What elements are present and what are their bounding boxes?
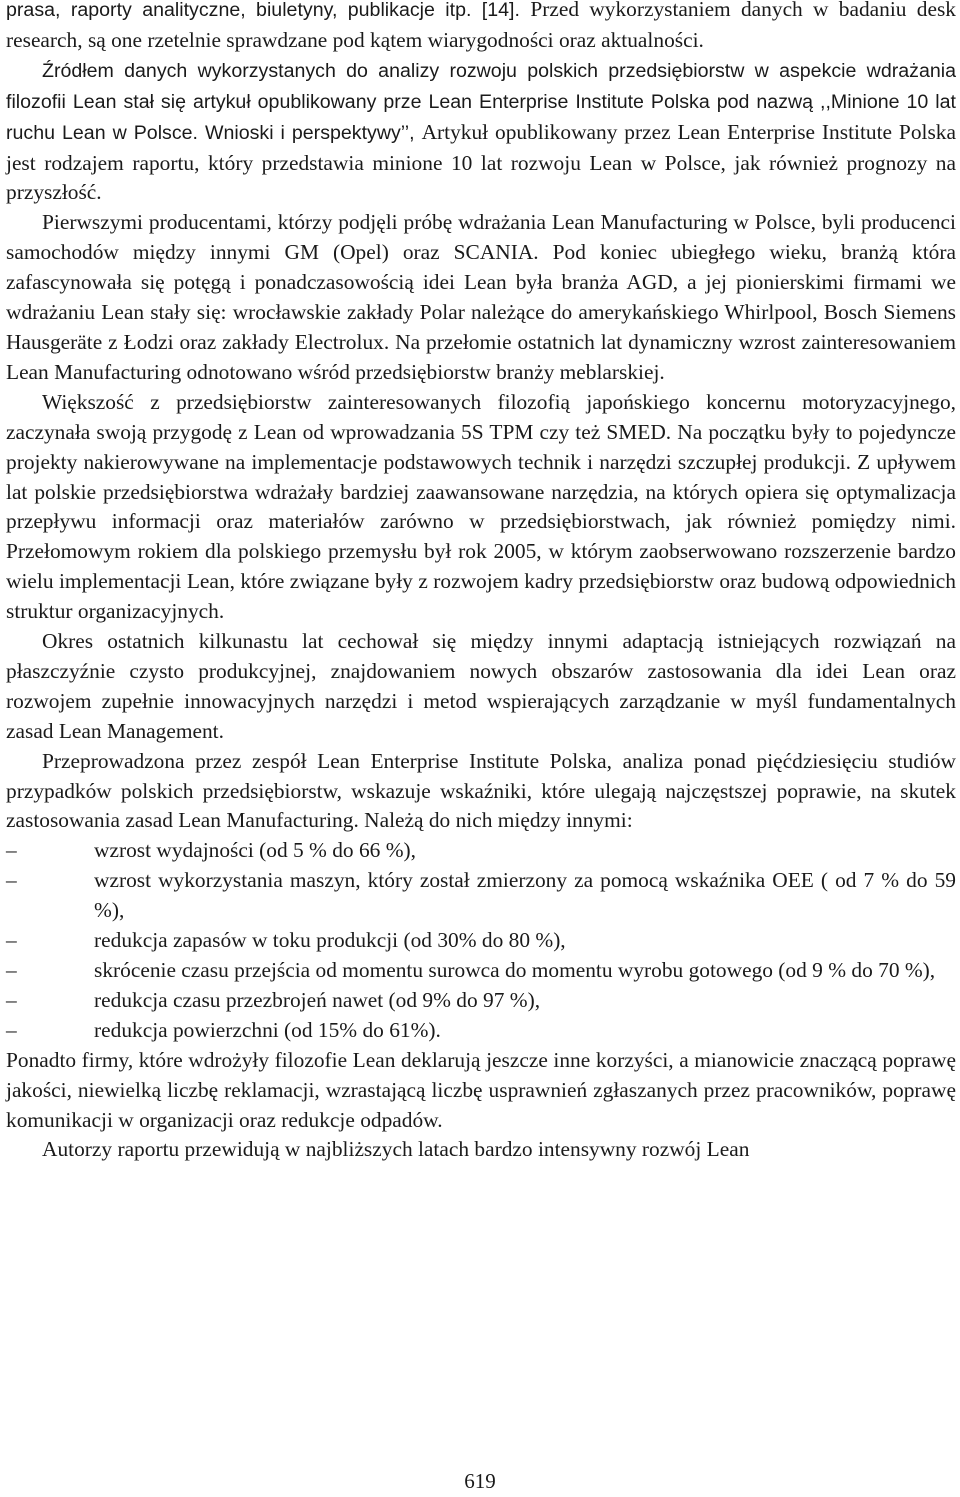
paragraph-3-segment-0: Większość z przedsiębiorstw zainteresowanych filozofią japońskiego koncernu motoryzacyjnego, zaczynała swoją przygodę z Lean od wprowadzania 5S TPM czy też SMED. Na początku były to pojedyncze projekty nakierowywane na implementacje podstawowych technik i narzędzi szczupłej produkcji. Z upływem lat polskie przedsiębiorstwa wdrażały bardziej zaawansowane narzędzia, na których opiera się optymalizacja przepływu informacji oraz materiałów zarówno w przedsiębiorstwach, jak również pomiędzy nimi. Przełomowym rokiem dla polskiego przemysłu był rok 2005, w którym zaobserwowano rozszerzenie bardzo wielu implementacji Lean, które związane były z rozwojem kadry przedsiębiorstw oraz budową odpowiednich struktur organizacyjnych. [6, 389, 956, 624]
paragraph-7 [6, 1135, 956, 1165]
paragraph-5 [6, 747, 956, 837]
dash-bullet-icon: – [6, 958, 17, 982]
indicator-list [6, 836, 956, 1045]
paragraph-2 [6, 208, 956, 387]
list-item [6, 866, 956, 926]
list-item [6, 956, 956, 986]
list-item-text: redukcja powierzchni (od 15% do 61%). [94, 1017, 441, 1042]
list-item-text: redukcja zapasów w toku produkcji (od 30% do 80 %), [94, 928, 566, 953]
dash-bullet-icon: – [6, 868, 17, 893]
paragraph-1-segment-0: Źródłem danych wykorzystanych do analizy rozwoju polskich przedsiębiorstw w aspekcie wdrażania filozofii Lean stał się artykuł opublikowany prze Lean Enterprise Institute Polska pod nazwą ,,Minione 10 lat ruchu Lean w Polsce. Wnioski i perspektywy’’, [6, 59, 956, 144]
body-text [6, 0, 956, 1165]
paragraph-7-segment-0: Autorzy raportu przewidują w najbliższych latach bardzo intensywny rozwój Lean [42, 1137, 750, 1162]
paragraph-4-segment-0: Okres ostatnich kilkunastu lat cechował się między innymi adaptacją istniejących rozwiązań na płaszczyźnie czysto produkcyjnej, znajdowaniem nowych obszarów zastosowania dla idei Lean oraz rozwojem zupełnie innowacyjnych narzędzi i metod wspierających zarządzanie w myśl fundamentalnych zasad Lean Management. [6, 629, 956, 743]
list-item-text: wzrost wydajności (od 5 % do 66 %), [94, 838, 416, 863]
list-item-text: wzrost wykorzystania maszyn, który został zmierzony za pomocą wskaźnika OEE ( od 7 % do 59 %), [94, 868, 956, 923]
paragraph-5-segment-0: Przeprowadzona przez zespół Lean Enterprise Institute Polska, analiza ponad pięćdziesięciu studiów przypadków polskich przedsiębiorstw, wskazuje wskaźniki, które ulegają najczęstszej poprawie, na skutek zastosowania zasad Lean Manufacturing. Należą do nich między innymi: [6, 748, 956, 833]
paragraph-1-segment-1: Artykuł opublikowany przez Lean Enterprise Institute Polska jest rodzajem raportu, który przedstawia minione 10 lat rozwoju Lean w Polsce, jak również prognozy na przyszłość. [6, 119, 956, 205]
list-item [6, 836, 956, 866]
list-item [6, 986, 956, 1016]
dash-bullet-icon: – [6, 838, 17, 863]
paragraph-6-segment-0: Ponadto firmy, które wdrożyły filozofie Lean deklarują jeszcze inne korzyści, a mianowicie znaczącą poprawę jakości, niewielką liczbę reklamacji, wzrastającą liczbę usprawnień zgłaszanych przez pracowników, poprawę komunikacji w organizacji oraz redukcje odpadów. [6, 1047, 956, 1132]
paragraph-0-segment-1: Przed wykorzystaniem danych w badaniu desk research, są one rzetelnie sprawdzane pod kątem wiarygodności oraz aktualności. [6, 0, 956, 52]
dash-bullet-icon: – [6, 987, 17, 1012]
list-item [6, 1016, 956, 1046]
dash-bullet-icon: – [6, 928, 17, 953]
dash-bullet-icon: – [6, 1017, 17, 1042]
paragraph-6 [6, 1046, 956, 1136]
paragraph-2-segment-0: Pierwszymi producentami, którzy podjęli próbę wdrażania Lean Manufacturing w Polsce, byli producenci samochodów między innymi GM (Opel) oraz SCANIA. Pod koniec ubiegłego wieku, branżą która zafascynowała się potęgą i ponadczasowością idei Lean była branża AGD, a jej pionierskimi firmami we wdrażaniu Lean stały się: wrocławskie zakłady Polar należące do amerykańskiego Whirlpool, Bosch Siemens Hausgeräte z Łodzi oraz zakłady Electrolux. Na przełomie ostatnich lat dynamiczny wzrost zainteresowaniem Lean Manufacturing odnotowano wśród przedsiębiorstw branży meblarskiej. [6, 210, 956, 384]
page-number: 619 [464, 1469, 496, 1493]
paragraph-1 [6, 56, 956, 209]
paragraph-3 [6, 388, 956, 627]
list-item-text: skrócenie czasu przejścia od momentu surowca do momentu wyrobu gotowego (od 9 % do 70 %), [94, 958, 936, 982]
paragraph-4 [6, 627, 956, 747]
list-item-text: redukcja czasu przezbrojeń nawet (od 9% do 97 %), [94, 987, 541, 1012]
paragraph-0 [6, 0, 956, 56]
list-item [6, 926, 956, 956]
paragraph-0-segment-0: prasa, raporty analityczne, biuletyny, publikacje itp. [14]. [6, 0, 531, 21]
